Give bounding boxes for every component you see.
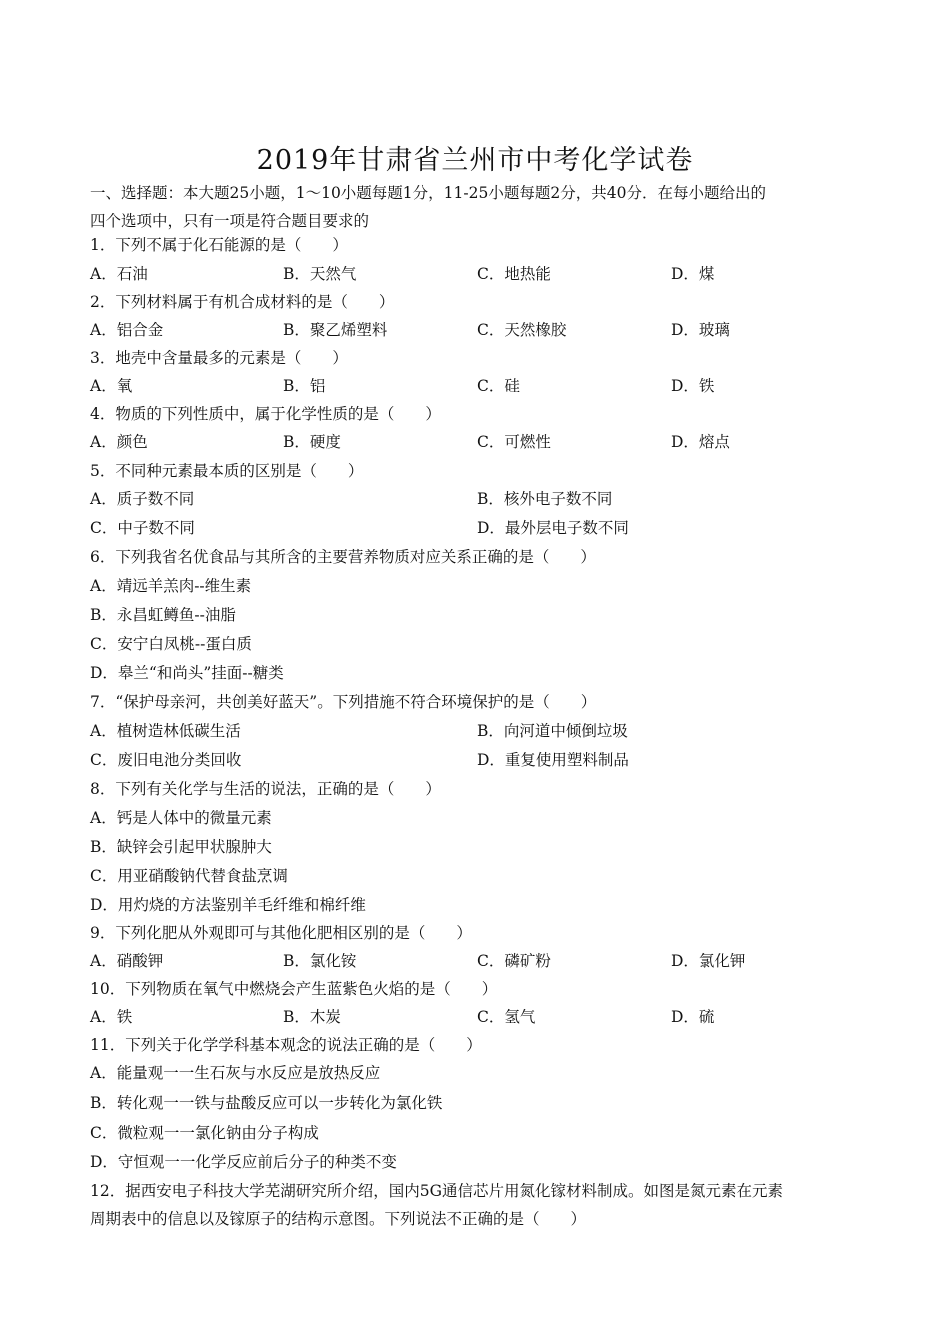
option: C．地热能 xyxy=(477,265,551,283)
option: C．天然橡胶 xyxy=(477,321,567,339)
question-stem: 10．下列物质在氧气中燃烧会产生蓝紫色火焰的是（ ） xyxy=(90,980,498,998)
option: C．用亚硝酸钠代替食盐烹调 xyxy=(90,867,288,885)
question-stem: 11．下列关于化学学科基本观念的说法正确的是（ ） xyxy=(90,1036,482,1054)
option: B．永昌虹鳟鱼--油脂 xyxy=(90,606,236,624)
option: D．用灼烧的方法鉴别羊毛纤维和棉纤维 xyxy=(90,896,366,914)
option: B．铝 xyxy=(283,377,326,395)
option: D．硫 xyxy=(671,1008,715,1026)
question-stem: 3．地壳中含量最多的元素是（ ） xyxy=(90,349,348,367)
option: C．硅 xyxy=(477,377,520,395)
option: B．核外电子数不同 xyxy=(477,490,613,508)
question-stem: 8．下列有关化学与生活的说法，正确的是（ ） xyxy=(90,780,441,798)
question-stem: 2．下列材料属于有机合成材料的是（ ） xyxy=(90,293,395,311)
option: C．废旧电池分类回收 xyxy=(90,751,242,769)
option: D．玻璃 xyxy=(671,321,730,339)
option: A．质子数不同 xyxy=(90,490,195,508)
option: C．可燃性 xyxy=(477,433,551,451)
option: B．向河道中倾倒垃圾 xyxy=(477,722,628,740)
option: A．颜色 xyxy=(90,433,148,451)
question-stem: 周期表中的信息以及镓原子的结构示意图。下列说法不正确的是（ ） xyxy=(90,1210,587,1228)
option: A．钙是人体中的微量元素 xyxy=(90,809,272,827)
option: C．氢气 xyxy=(477,1008,536,1026)
section-intro-line: 四个选项中，只有一项是符合题目要求的 xyxy=(90,212,370,230)
option: A．硝酸钾 xyxy=(90,952,164,970)
question-stem: 1．下列不属于化石能源的是（ ） xyxy=(90,236,348,254)
option: B．氯化铵 xyxy=(283,952,357,970)
option: B．天然气 xyxy=(283,265,357,283)
option: A．石油 xyxy=(90,265,148,283)
page-title: 2019年甘肃省兰州市中考化学试卷 xyxy=(256,145,694,176)
option: C．磷矿粉 xyxy=(477,952,551,970)
section-intro-line: 一、选择题：本大题25小题，1～10小题每题1分，11-25小题每题2分，共40分．在每小题给出的 xyxy=(90,184,766,202)
option: B．转化观一一铁与盐酸反应可以一步转化为氯化铁 xyxy=(90,1094,443,1112)
option: D．氯化钾 xyxy=(671,952,746,970)
option: B．聚乙烯塑料 xyxy=(283,321,388,339)
question-stem: 12．据西安电子科技大学芜湖研究所介绍，国内5G通信芯片用氮化镓材料制成。如图是氮元素在元素 xyxy=(90,1182,783,1200)
option: D．煤 xyxy=(671,265,715,283)
question-stem: 4．物质的下列性质中，属于化学性质的是（ ） xyxy=(90,405,441,423)
option: A．能量观一一生石灰与水反应是放热反应 xyxy=(90,1064,381,1082)
option: D．重复使用塑料制品 xyxy=(477,751,629,769)
option: A．氧 xyxy=(90,377,133,395)
option: D．皋兰“和尚头”挂面--糖类 xyxy=(90,664,284,682)
option: C．安宁白凤桃--蛋白质 xyxy=(90,635,252,653)
option: A．铝合金 xyxy=(90,321,164,339)
question-stem: 5．不同种元素最本质的区别是（ ） xyxy=(90,462,364,480)
option: B．硬度 xyxy=(283,433,341,451)
question-stem: 9．下列化肥从外观即可与其他化肥相区别的是（ ） xyxy=(90,924,472,942)
option: C．中子数不同 xyxy=(90,519,195,537)
option: A．靖远羊羔肉--维生素 xyxy=(90,577,252,595)
option: D．最外层电子数不同 xyxy=(477,519,629,537)
option: C．微粒观一一氯化钠由分子构成 xyxy=(90,1124,319,1142)
option: A．铁 xyxy=(90,1008,133,1026)
option: D．熔点 xyxy=(671,433,730,451)
option: D．守恒观一一化学反应前后分子的种类不变 xyxy=(90,1153,397,1171)
option: A．植树造林低碳生活 xyxy=(90,722,241,740)
option: D．铁 xyxy=(671,377,715,395)
option: B．木炭 xyxy=(283,1008,341,1026)
option: B．缺锌会引起甲状腺肿大 xyxy=(90,838,272,856)
question-stem: 6．下列我省名优食品与其所含的主要营养物质对应关系正确的是（ ） xyxy=(90,548,596,566)
question-stem: 7．“保护母亲河，共创美好蓝天”。下列措施不符合环境保护的是（ ） xyxy=(90,693,597,711)
